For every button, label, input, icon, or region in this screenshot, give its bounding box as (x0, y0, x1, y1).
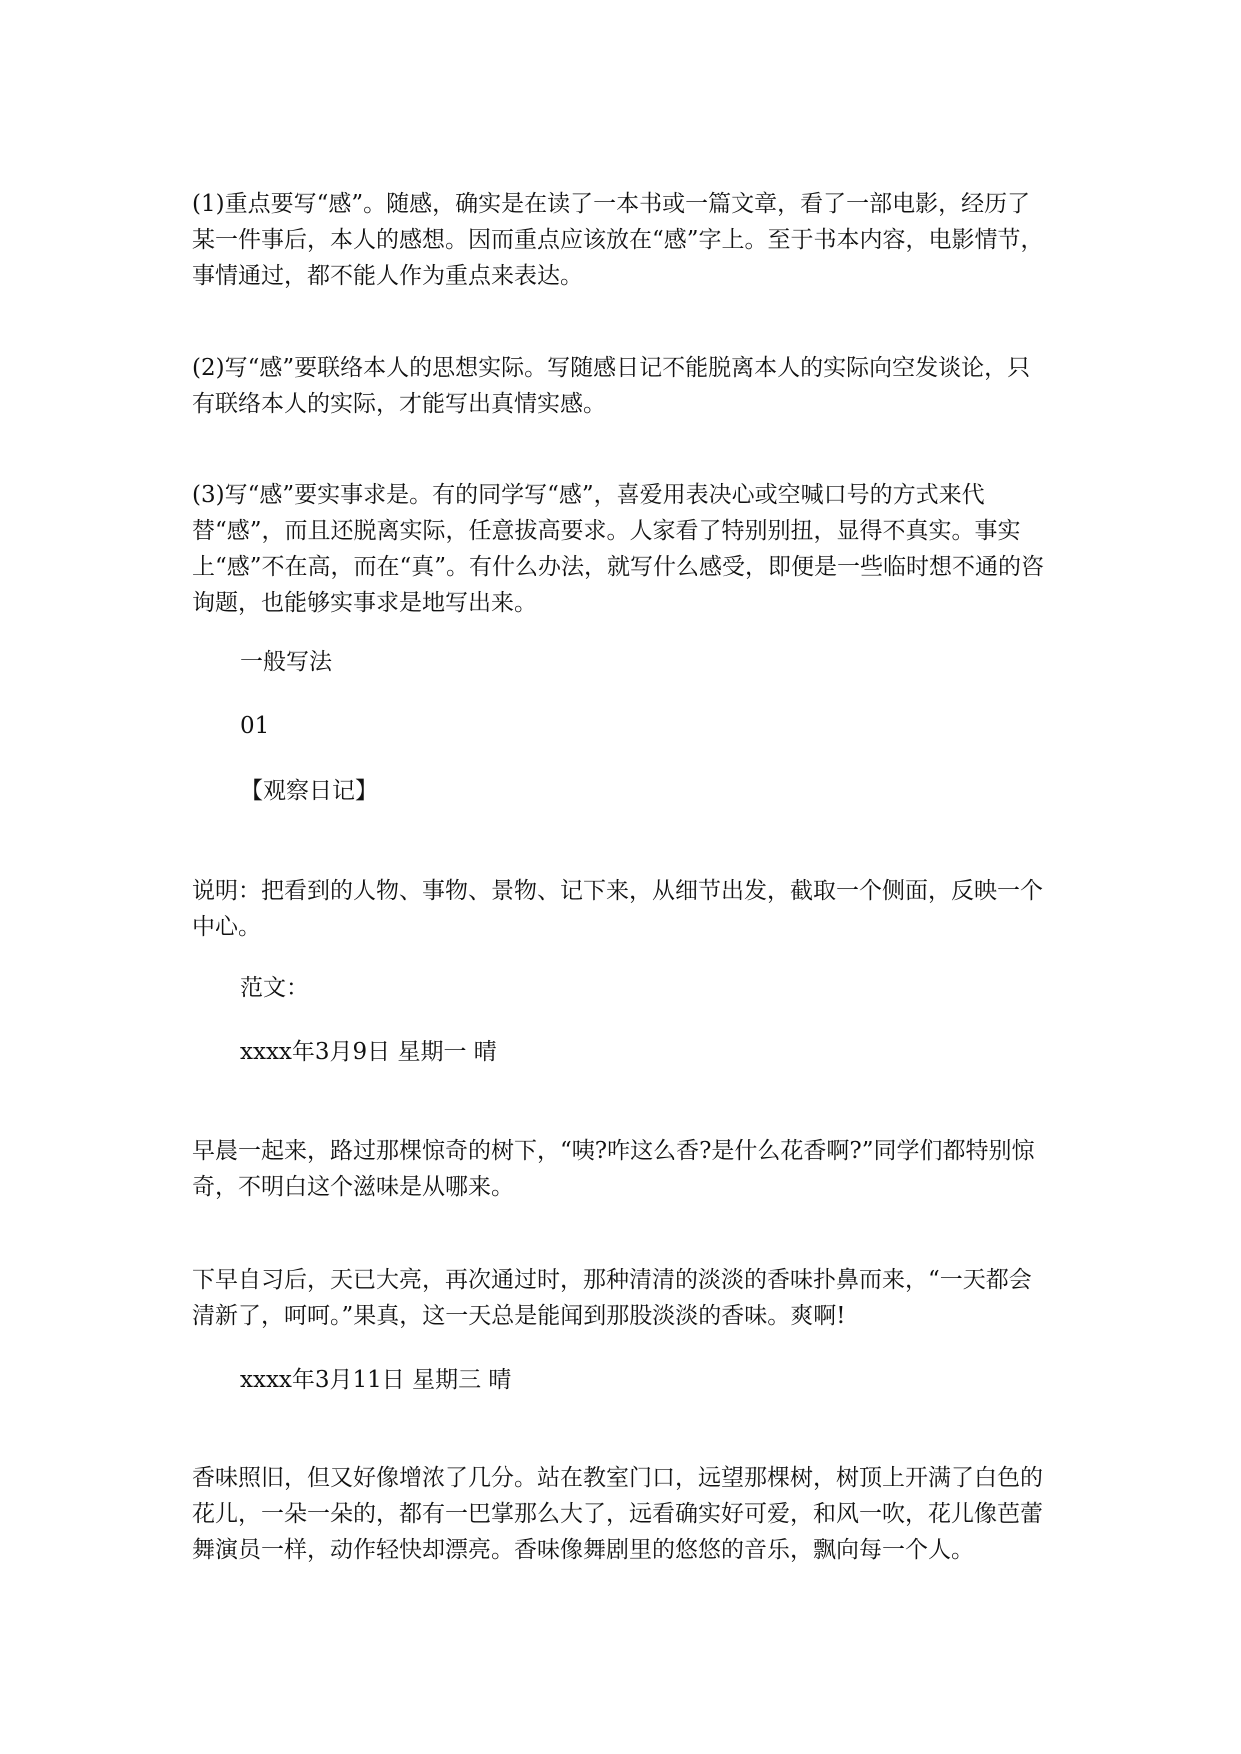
section-number: 01 (240, 713, 270, 739)
sample-label: 范文： (240, 975, 309, 1001)
diary-date-1: xxxx年3月9日 星期一 晴 (240, 1039, 497, 1065)
heading-general-method: 一般写法 (240, 649, 332, 675)
diary-entry-1-paragraph-1: 早晨一起来，路过那棵惊奇的树下，“咦?咋这么香?是什么花香啊?”同学们都特别惊奇，不明白这个滋味是从哪来。 (192, 1138, 1035, 1200)
heading-observation-diary: 【观察日记】 (240, 778, 378, 804)
paragraph-connect-reality: (2)写“感”要联络本人的思想实际。写随感日记不能脱离本人的实际向空发谈论，只有联络本人的实际，才能写出真情实感。 (192, 355, 1031, 417)
paragraph-be-truthful: (3)写“感”要实事求是。有的同学写“感”，喜爱用表决心或空喊口号的方式来代替“感”，而且还脱离实际，任意拔高要求。人家看了特别别扭，显得不真实。事实上“感”不在高，而在“真”。有什么办法，就写什么感受，即便是一些临时想不通的咨询题，也能够实事求是地写出来。 (192, 482, 1045, 616)
diary-entry-2-paragraph-1: 香味照旧，但又好像增浓了几分。站在教室门口，远望那棵树，树顶上开满了白色的花儿，一朵一朵的，都有一巴掌那么大了，远看确实好可爱，和风一吹，花儿像芭蕾舞演员一样，动作轻快却漂亮。香味像舞剧里的悠悠的音乐，飘向每一个人。 (192, 1465, 1043, 1563)
diary-entry-1-paragraph-2: 下早自习后，天已大亮，再次通过时，那种清清的淡淡的香味扑鼻而来，“一天都会清新了，呵呵。”果真，这一天总是能闻到那股淡淡的香味。爽啊! (192, 1267, 1032, 1329)
paragraph-explanation: 说明：把看到的人物、事物、景物、记下来，从细节出发，截取一个侧面，反映一个中心。 (192, 878, 1043, 940)
diary-date-2: xxxx年3月11日 星期三 晴 (240, 1367, 512, 1393)
paragraph-focus-on-feeling: (1)重点要写“感”。随感，确实是在读了一本书或一篇文章，看了一部电影，经历了某一件事后，本人的感想。因而重点应该放在“感”字上。至于书本内容，电影情节，事情通过，都不能人作为重点来表达。 (192, 191, 1044, 289)
